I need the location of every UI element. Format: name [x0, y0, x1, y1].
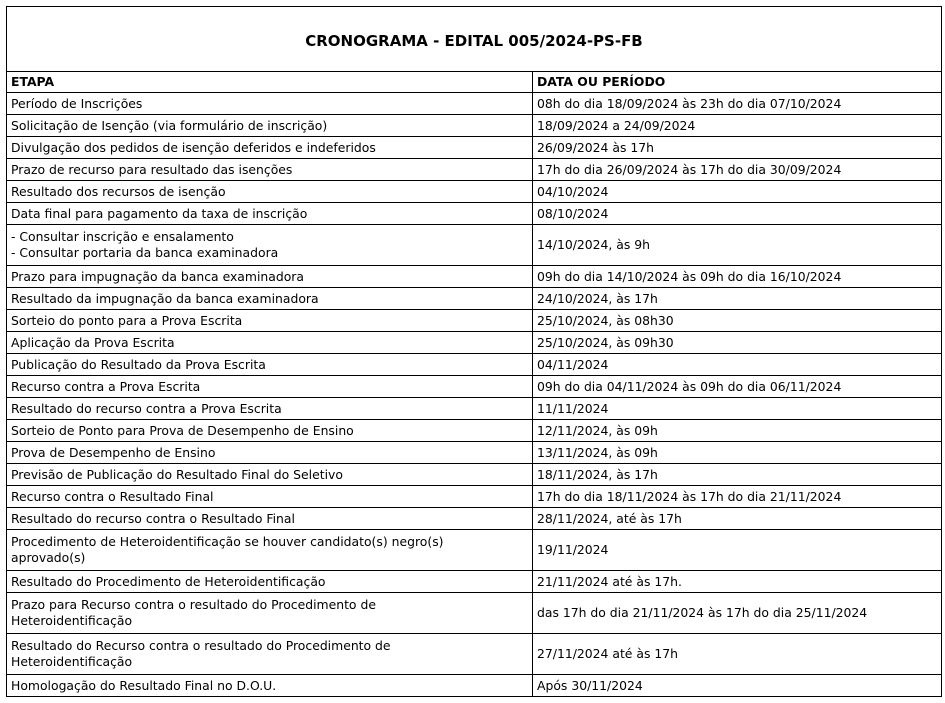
- etapa-text: Data final para pagamento da taxa de inscrição: [11, 205, 308, 221]
- etapa-cell: [7, 420, 533, 442]
- schedule-body: [7, 93, 942, 697]
- data-cell: 14/10/2024, às 9h: [533, 225, 942, 266]
- etapa-cell: [7, 203, 533, 225]
- etapa-text: aprovado(s): [11, 550, 86, 565]
- etapa-cell: [7, 464, 533, 486]
- data-cell: das 17h do dia 21/11/2024 às 17h do dia 25/11/2024: [533, 593, 942, 634]
- etapa-text: Sorteio do ponto para a Prova Escrita: [11, 312, 243, 328]
- table-row: [7, 354, 942, 376]
- table-title: CRONOGRAMA - EDITAL 005/2024-PS-FB: [7, 7, 942, 72]
- table-row: [7, 420, 942, 442]
- table-row: [7, 93, 942, 115]
- table-row: [7, 181, 942, 203]
- etapa-cell: [7, 376, 533, 398]
- etapa-text: Prazo para Recurso contra o resultado do Procedimento de: [11, 597, 376, 612]
- data-cell: 08h do dia 18/09/2024 às 23h do dia 07/10/2024: [533, 93, 942, 115]
- data-cell: 17h do dia 18/11/2024 às 17h do dia 21/11/2024: [533, 486, 942, 508]
- table-row: [7, 442, 942, 464]
- table-row: [7, 634, 942, 675]
- table-row: [7, 266, 942, 288]
- etapa-text: Previsão de Publicação do Resultado Final do Seletivo: [11, 466, 343, 482]
- table-row: [7, 486, 942, 508]
- etapa-text: Resultado do Procedimento de Heteroidentificação: [11, 573, 326, 589]
- etapa-text: Heteroidentificação: [11, 654, 133, 669]
- table-row: [7, 376, 942, 398]
- etapa-cell: [7, 508, 533, 530]
- etapa-cell: [7, 442, 533, 464]
- etapa-text: - Consultar inscrição e ensalamento: [11, 229, 234, 244]
- etapa-cell: [7, 225, 533, 266]
- data-cell: 21/11/2024 até às 17h.: [533, 571, 942, 593]
- etapa-text: Divulgação dos pedidos de isenção deferidos e indeferidos: [11, 139, 376, 155]
- data-cell: 04/11/2024: [533, 354, 942, 376]
- data-cell: 12/11/2024, às 09h: [533, 420, 942, 442]
- table-row: [7, 593, 942, 634]
- etapa-cell: [7, 354, 533, 376]
- table-row: [7, 115, 942, 137]
- table-row: [7, 530, 942, 571]
- table-row: [7, 675, 942, 697]
- etapa-text: Solicitação de Isenção (via formulário de inscrição): [11, 117, 328, 133]
- table-row: [7, 464, 942, 486]
- etapa-text: Prova de Desempenho de Ensino: [11, 444, 216, 460]
- etapa-text: Prazo para impugnação da banca examinadora: [11, 268, 304, 284]
- etapa-text: Procedimento de Heteroidentificação se houver candidato(s) negro(s): [11, 534, 444, 549]
- etapa-text: Resultado dos recursos de isenção: [11, 183, 226, 199]
- etapa-cell: [7, 530, 533, 571]
- data-cell: 25/10/2024, às 09h30: [533, 332, 942, 354]
- etapa-cell: [7, 571, 533, 593]
- etapa-text: Homologação do Resultado Final no D.O.U.: [11, 677, 277, 693]
- etapa-text: Recurso contra a Prova Escrita: [11, 378, 201, 394]
- data-cell: 19/11/2024: [533, 530, 942, 571]
- etapa-cell: [7, 332, 533, 354]
- data-cell: 26/09/2024 às 17h: [533, 137, 942, 159]
- data-cell: 25/10/2024, às 08h30: [533, 310, 942, 332]
- etapa-cell: [7, 181, 533, 203]
- etapa-cell: [7, 675, 533, 697]
- etapa-cell: [7, 593, 533, 634]
- etapa-cell: [7, 159, 533, 181]
- table-row: [7, 203, 942, 225]
- data-cell: 28/11/2024, até às 17h: [533, 508, 942, 530]
- data-cell: 17h do dia 26/09/2024 às 17h do dia 30/09/2024: [533, 159, 942, 181]
- etapa-cell: [7, 137, 533, 159]
- etapa-cell: [7, 634, 533, 675]
- etapa-text: Heteroidentificação: [11, 613, 133, 628]
- table-row: [7, 137, 942, 159]
- etapa-text: Resultado da impugnação da banca examinadora: [11, 290, 319, 306]
- table-row: [7, 288, 942, 310]
- schedule-document: [6, 6, 941, 697]
- data-cell: 09h do dia 14/10/2024 às 09h do dia 16/10/2024: [533, 266, 942, 288]
- etapa-text: Resultado do recurso contra a Prova Escrita: [11, 400, 282, 416]
- etapa-text: Resultado do recurso contra o Resultado Final: [11, 510, 295, 526]
- data-cell: 09h do dia 04/11/2024 às 09h do dia 06/11/2024: [533, 376, 942, 398]
- data-cell: 04/10/2024: [533, 181, 942, 203]
- etapa-cell: [7, 115, 533, 137]
- data-cell: Após 30/11/2024: [533, 675, 942, 697]
- table-row: [7, 332, 942, 354]
- data-cell: 11/11/2024: [533, 398, 942, 420]
- data-cell: 18/11/2024, às 17h: [533, 464, 942, 486]
- etapa-text: Sorteio de Ponto para Prova de Desempenho de Ensino: [11, 422, 354, 438]
- etapa-cell: [7, 93, 533, 115]
- data-cell: 13/11/2024, às 09h: [533, 442, 942, 464]
- etapa-text: Período de Inscrições: [11, 95, 143, 111]
- etapa-cell: [7, 288, 533, 310]
- data-cell: 27/11/2024 até às 17h: [533, 634, 942, 675]
- data-cell: 08/10/2024: [533, 203, 942, 225]
- data-cell: 18/09/2024 a 24/09/2024: [533, 115, 942, 137]
- etapa-text: - Consultar portaria da banca examinadora: [11, 245, 279, 260]
- etapa-cell: [7, 266, 533, 288]
- table-row: [7, 508, 942, 530]
- etapa-text: Aplicação da Prova Escrita: [11, 334, 175, 350]
- table-row: [7, 310, 942, 332]
- schedule-table: [6, 6, 942, 697]
- etapa-cell: [7, 398, 533, 420]
- etapa-cell: [7, 310, 533, 332]
- table-row: [7, 225, 942, 266]
- table-row: [7, 571, 942, 593]
- table-row: [7, 398, 942, 420]
- table-row: [7, 159, 942, 181]
- header-data: DATA OU PERÍODO: [533, 72, 942, 93]
- data-cell: 24/10/2024, às 17h: [533, 288, 942, 310]
- etapa-text: Resultado do Recurso contra o resultado do Procedimento de: [11, 638, 391, 653]
- etapa-cell: [7, 486, 533, 508]
- etapa-text: Recurso contra o Resultado Final: [11, 488, 214, 504]
- header-etapa: ETAPA: [7, 72, 533, 93]
- etapa-text: Publicação do Resultado da Prova Escrita: [11, 356, 266, 372]
- etapa-text: Prazo de recurso para resultado das isenções: [11, 161, 293, 177]
